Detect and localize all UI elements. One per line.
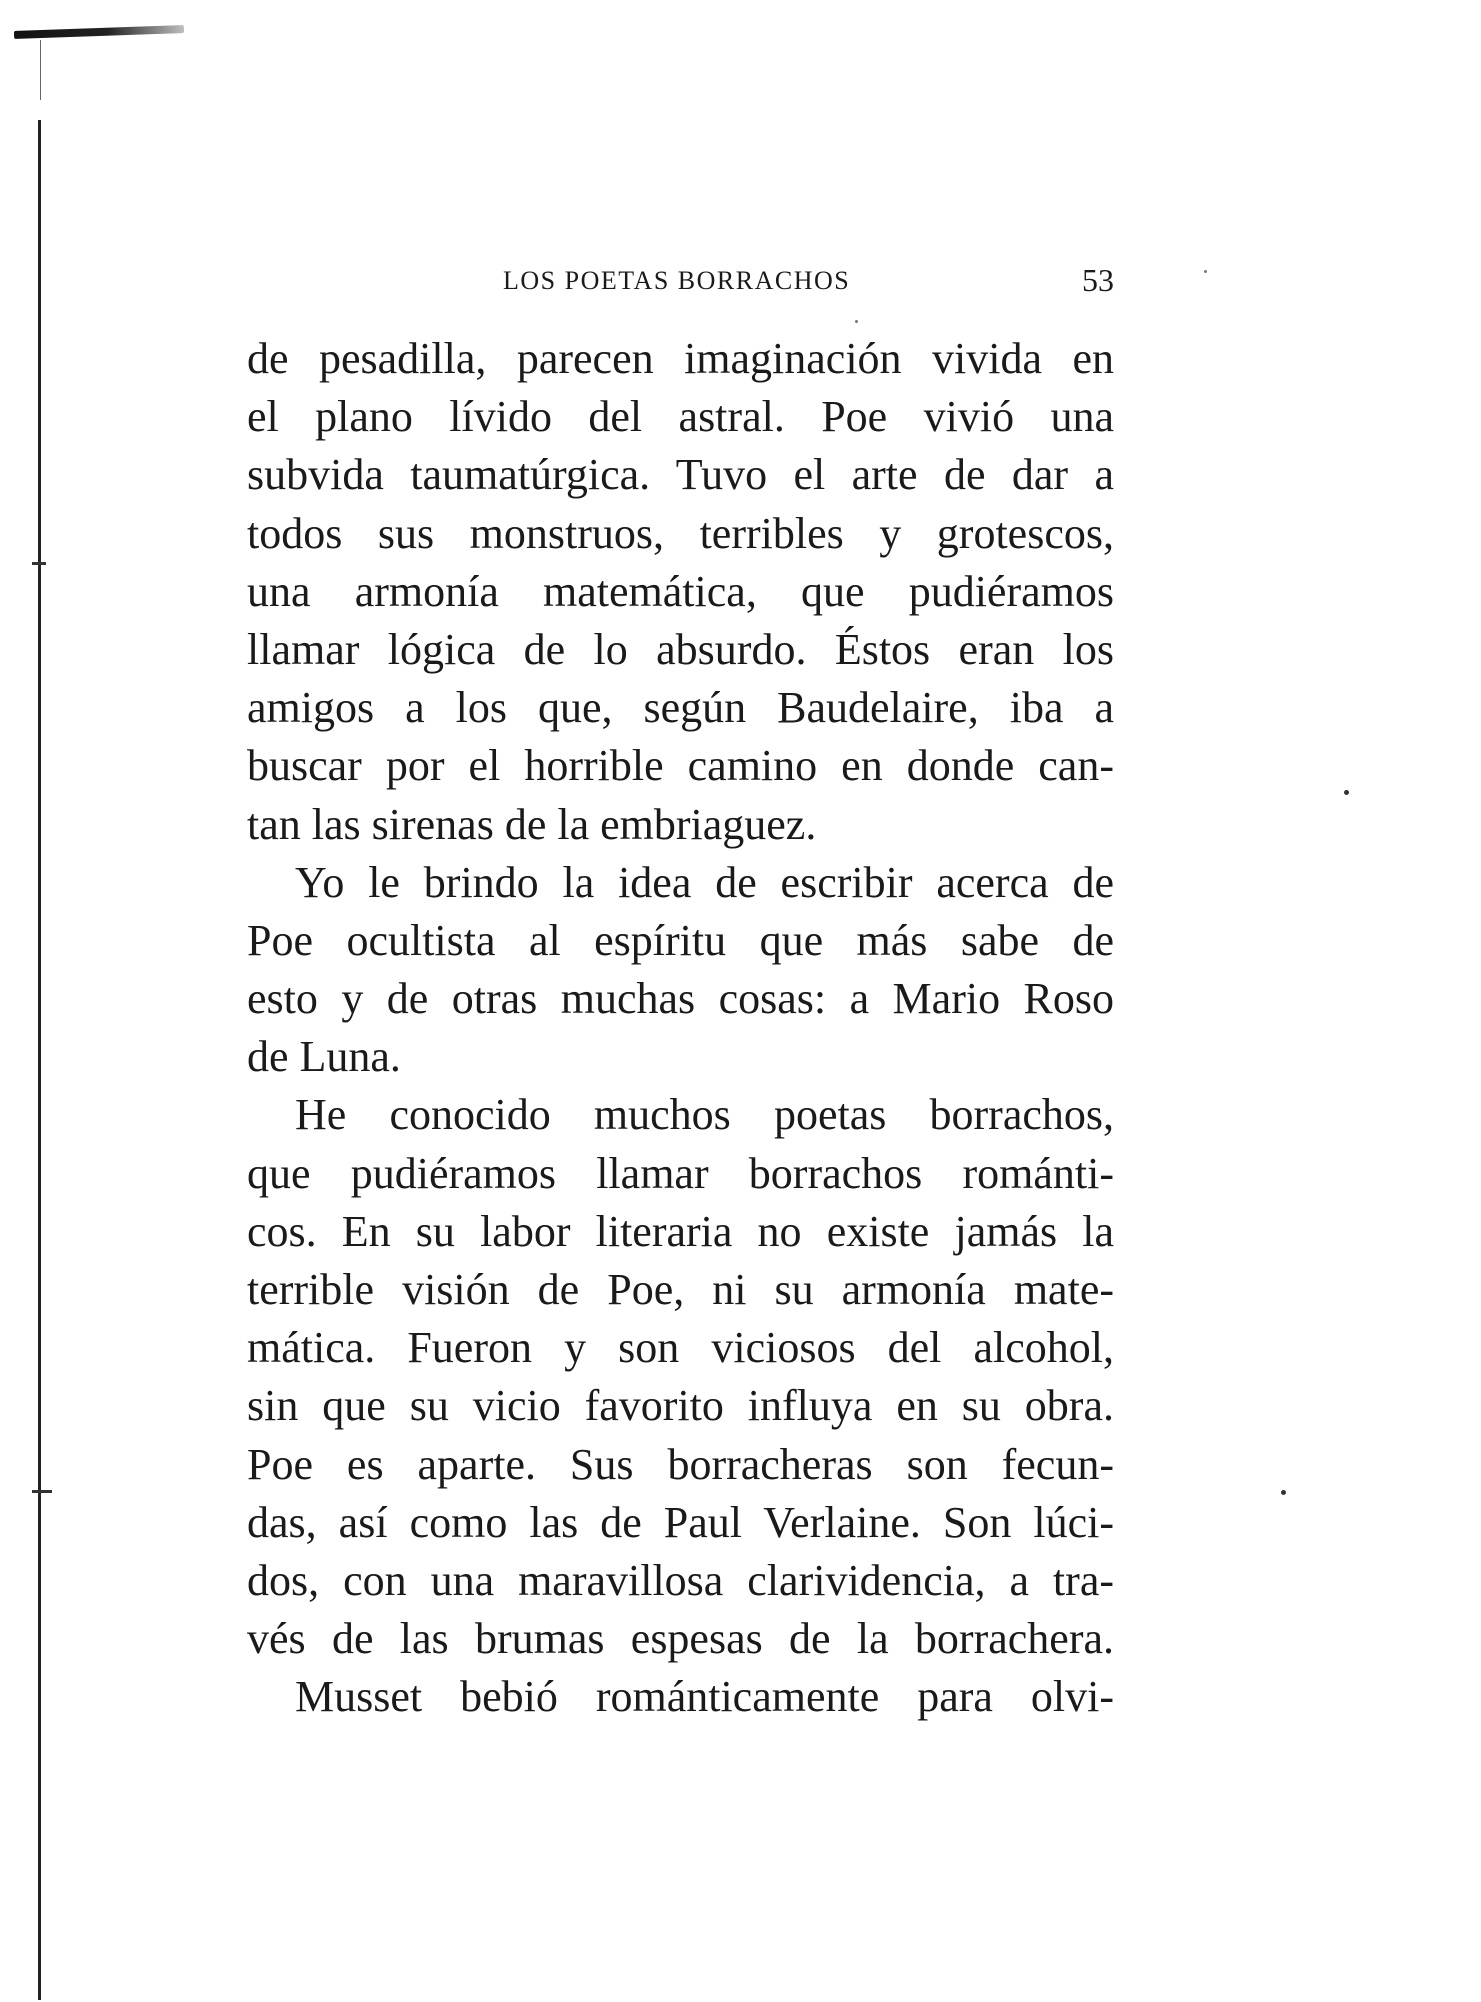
binding-mark (32, 1490, 52, 1493)
text-line: que pudiéramos llamar borrachos románti- (247, 1148, 1114, 1198)
scan-speck (1344, 790, 1349, 795)
text-line: cos. En su labor literaria no existe jamás la (247, 1206, 1114, 1256)
text-line: amigos a los que, según Baudelaire, iba a (247, 683, 1114, 733)
text-line: subvida taumatúrgica. Tuvo el arte de dar a (247, 450, 1114, 500)
binding-edge-thin (40, 40, 41, 100)
text-line: esto y de otras muchas cosas: a Mario Roso (247, 974, 1114, 1024)
text-line: He conocido muchos poetas borrachos, (295, 1090, 1114, 1140)
scan-speck (855, 320, 858, 323)
text-line: vés de las brumas espesas de la borrachera. (247, 1614, 1114, 1664)
scan-speck (1204, 270, 1207, 273)
text-line: de pesadilla, parecen imaginación vivida en (247, 334, 1114, 383)
text-line: Poe ocultista al espíritu que más sabe de (247, 915, 1114, 965)
text-line: el plano lívido del astral. Poe vivió una (247, 392, 1114, 442)
binding-mark (32, 562, 46, 565)
text-line: tan las sirenas de la embriaguez. (247, 799, 817, 849)
text-line: de Luna. (247, 1032, 401, 1082)
binding-edge-line (38, 120, 41, 2000)
text-line: Musset bebió románticamente para olvi- (295, 1672, 1114, 1722)
text-line: buscar por el horrible camino en donde can- (247, 741, 1114, 791)
text-line: mática. Fueron y son viciosos del alcohol, (247, 1323, 1114, 1373)
text-line: terrible visión de Poe, ni su armonía mate- (247, 1265, 1114, 1314)
text-line: una armonía matemática, que pudiéramos (247, 566, 1114, 616)
text-line: llamar lógica de lo absurdo. Éstos eran los (247, 624, 1114, 674)
running-title: LOS POETAS BORRACHOS (503, 266, 851, 295)
page-header (247, 262, 1114, 302)
text-line: dos, con una maravillosa clarividencia, a tra- (247, 1555, 1114, 1605)
text-line: sin que su vicio favorito influya en su obra. (247, 1381, 1114, 1431)
page-number: 53 (1082, 262, 1114, 298)
binding-edge-top (14, 25, 184, 39)
text-line: Poe es aparte. Sus borracheras son fecun- (247, 1439, 1114, 1489)
text-line: todos sus monstruos, terribles y grotescos, (247, 508, 1114, 558)
text-line: Yo le brindo la idea de escribir acerca de (295, 857, 1114, 907)
text-line: das, así como las de Paul Verlaine. Son lúci- (247, 1497, 1114, 1547)
scan-speck (1281, 1490, 1286, 1495)
text-body (247, 330, 1114, 1727)
